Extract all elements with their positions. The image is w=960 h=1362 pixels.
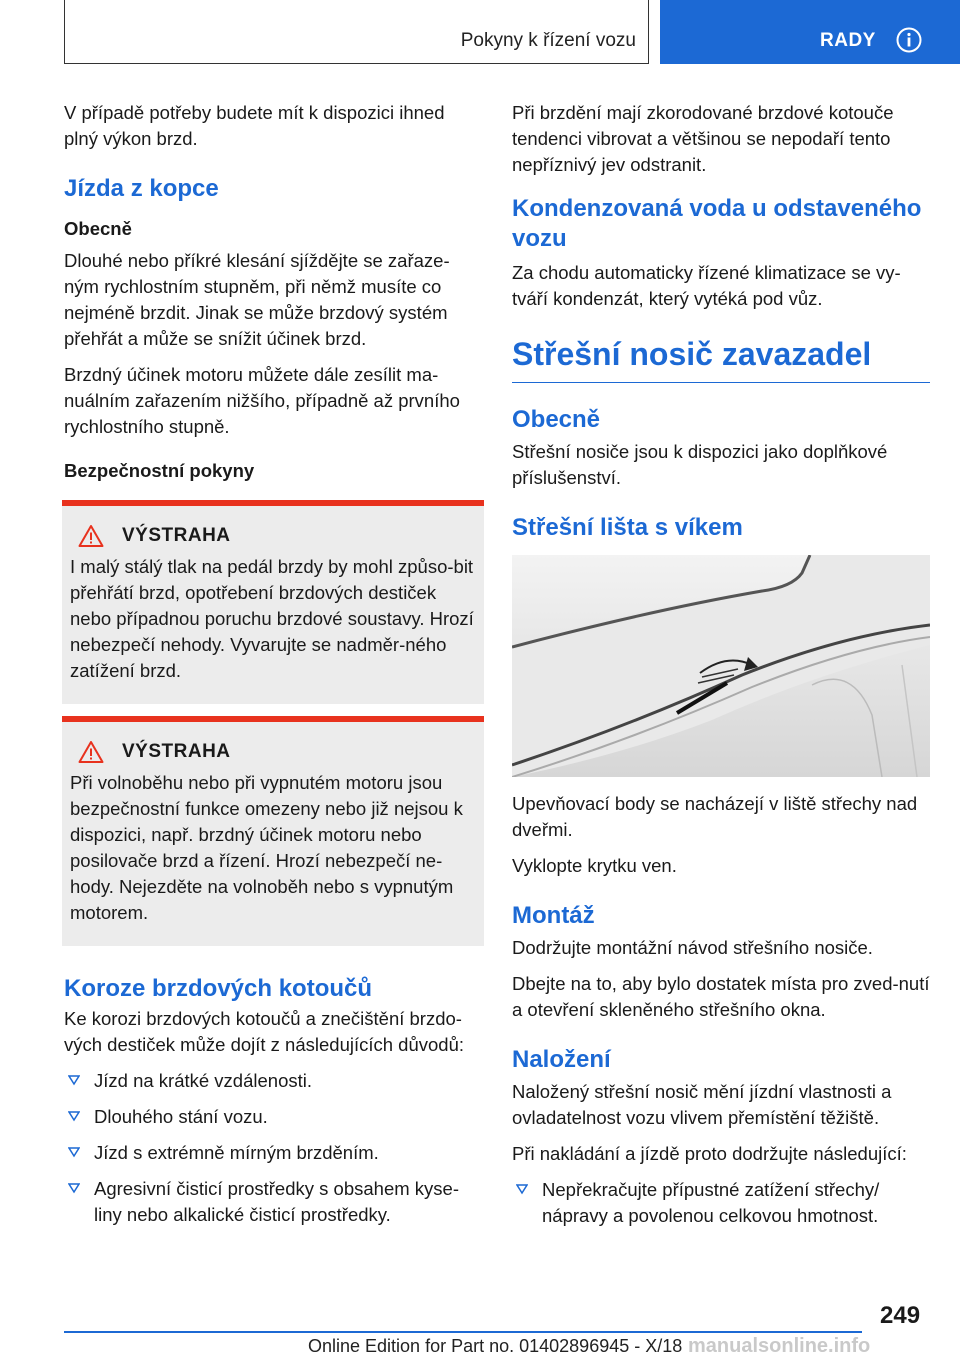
- condensation-heading: Kondenzovaná voda u odstaveného vozu: [512, 195, 922, 252]
- left-column: [64, 100, 482, 1238]
- footer-divider: [64, 1331, 862, 1333]
- mount-paragraph-2: Dbejte na to, aby bylo dostatek místa pro zved-nutí a otevření skleněného střešního okna.: [512, 973, 930, 1020]
- warning-box-1: [62, 500, 484, 704]
- safety-subheading: Bezpečnostní pokyny: [64, 460, 255, 481]
- triangle-bullet-icon: [68, 1110, 80, 1122]
- roof-rail-photo: [512, 555, 930, 777]
- header-section-box: [64, 0, 649, 64]
- condensation-paragraph: Za chodu automaticky řízené klimatizace se vy-tváří kondenzát, který vytéká pod vůz.: [512, 262, 901, 309]
- roof-rack-title: Střešní nosič zavazadel: [512, 334, 930, 383]
- mount-heading: Montáž: [512, 902, 595, 929]
- tips-tab[interactable]: [660, 0, 960, 64]
- info-icon[interactable]: [896, 27, 922, 53]
- list-item: Jízd s extrémně mírným brzděním.: [64, 1140, 482, 1166]
- downhill-heading: Jízda z kopce: [64, 175, 219, 202]
- rail-paragraph-2: Vyklopte krytku ven.: [512, 855, 677, 876]
- general-heading: Obecně: [512, 406, 601, 433]
- section-title: Pokyny k řízení vozu: [460, 30, 636, 51]
- page-number: 249: [880, 1302, 921, 1329]
- watermark: manualsonline.info: [688, 1335, 871, 1357]
- edition-text: Online Edition for Part no. 01402896945 - X/18: [308, 1336, 683, 1356]
- list-item: Agresivní čisticí prostředky s obsahem kyse-liny nebo alkalické čisticí prostředky.: [64, 1176, 482, 1228]
- general-paragraph-1: Dlouhé nebo příkré klesání sjíždějte se zařaze-ným rychlostním stupněm, při němž musíte co nejméně brzdit. Jinak se může brzdový systém přehřát a může se snížit účinek brzd.: [64, 250, 450, 349]
- list-item: Nepřekračujte přípustné zatížení střechy/ nápravy a povolenou celkovou hmotnost.: [512, 1177, 930, 1229]
- tips-tab-label: RADY: [820, 30, 876, 51]
- general-subheading: Obecně: [64, 218, 132, 239]
- list-item: Dlouhého stání vozu.: [64, 1104, 482, 1130]
- triangle-bullet-icon: [68, 1146, 80, 1158]
- brake-vibration-paragraph: Při brzdění mají zkorodované brzdové kotouče tendenci vibrovat a většinou se nepodaří tento nepříznivý jev odstranit.: [512, 102, 894, 175]
- triangle-bullet-icon: [516, 1183, 528, 1195]
- general-paragraph: Střešní nosiče jsou k dispozici jako doplňkové příslušenství.: [512, 441, 888, 488]
- corrosion-list: [64, 1068, 482, 1228]
- warning-text: I malý stálý tlak na pedál brzdy by mohl způso-bit přehřátí brzd, opotřebení brzdových destiček nebo případnou poruchu brzdové soustavy. Hrozí nebezpečí nehody. Vyvarujte se nadměr-ného zatížení brzd.: [70, 556, 474, 681]
- roof-rail-heading: Střešní lišta s víkem: [512, 514, 743, 541]
- corrosion-heading: Koroze brzdových kotoučů: [64, 975, 373, 1002]
- mount-paragraph-1: Dodržujte montážní návod střešního nosiče.: [512, 937, 873, 958]
- warning-triangle-icon: [78, 524, 104, 548]
- warning-triangle-icon: [78, 740, 104, 764]
- warning-box-2: [62, 716, 484, 946]
- corrosion-intro: Ke korozi brzdových kotoučů a znečištění brzdo-vých destiček může dojít z následujících důvodů:: [64, 1008, 465, 1055]
- load-heading: Naložení: [512, 1046, 611, 1073]
- rail-paragraph-1: Upevňovací body se nacházejí v liště střechy nad dveřmi.: [512, 793, 918, 840]
- list-item: Jízd na krátké vzdálenosti.: [64, 1068, 482, 1094]
- intro-paragraph: V případě potřeby budete mít k dispozici ihned plný výkon brzd.: [64, 102, 445, 149]
- general-paragraph-2: Brzdný účinek motoru můžete dále zesílit ma-nuálním zařazením nižšího, případně až prvního rychlostního stupně.: [64, 364, 460, 437]
- warning-title: VÝSTRAHA: [122, 525, 231, 546]
- right-column: [512, 100, 930, 1239]
- warning-title: VÝSTRAHA: [122, 741, 231, 762]
- load-paragraph-1: Naložený střešní nosič mění jízdní vlastnosti a ovladatelnost vozu vlivem přemístění těžiště.: [512, 1081, 892, 1128]
- warning-text: Při volnoběhu nebo při vypnutém motoru jsou bezpečnostní funkce omezeny nebo již nejsou k dispozici, např. brzdný účinek motoru nebo posilovače brzd a řízení. Hrozí nebezpečí ne-hody. Nejezděte na volnoběh nebo s vypnutým motorem.: [70, 772, 463, 923]
- triangle-bullet-icon: [68, 1074, 80, 1086]
- load-paragraph-2: Při nakládání a jízdě proto dodržujte následující:: [512, 1143, 907, 1164]
- load-list: [512, 1177, 930, 1229]
- triangle-bullet-icon: [68, 1182, 80, 1194]
